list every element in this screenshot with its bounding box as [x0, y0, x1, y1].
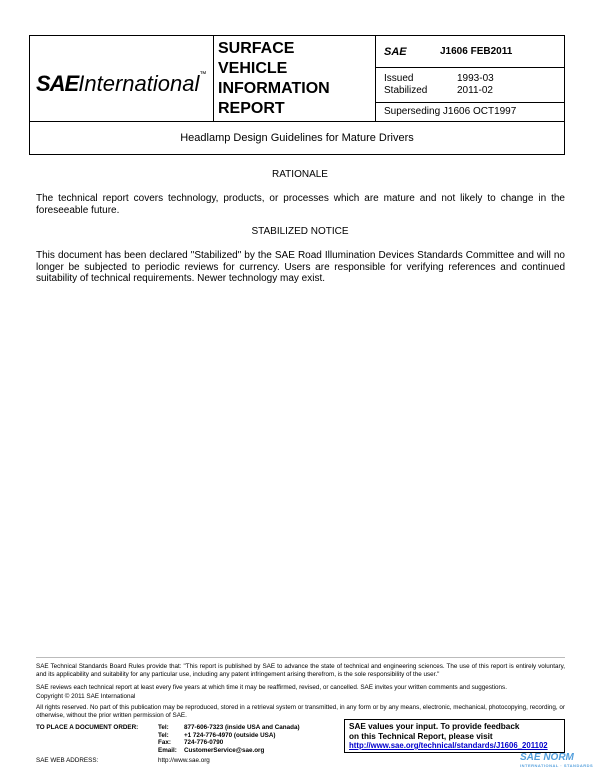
sae-international-logo: SAEInternational™: [36, 71, 207, 96]
feedback-link[interactable]: http://www.sae.org/technical/standards/J1606_201102: [349, 741, 548, 750]
fax-number: 724-776-0790: [184, 739, 224, 747]
web-address-label: SAE WEB ADDRESS:: [36, 757, 99, 764]
header-divider: [213, 35, 214, 122]
header-divider: [375, 102, 565, 103]
copyright-text: Copyright © 2011 SAE International: [36, 693, 136, 700]
superseding-note: Superseding J1606 OCT1997: [384, 106, 517, 117]
web-address-link[interactable]: http://www.sae.org: [158, 757, 210, 764]
review-text: SAE reviews each technical report at least every five years at which time it may be reaffirmed, revised, or cancelled. SAE invites your written comments and suggestions.: [36, 684, 507, 691]
contact-label: Fax:: [158, 739, 171, 747]
stabilized-notice-heading: STABILIZED NOTICE: [251, 226, 349, 237]
report-type-line: REPORT: [218, 100, 285, 117]
document-title: Headlamp Design Guidelines for Mature Drivers: [180, 132, 414, 144]
stabilized-date: 2011-02: [457, 85, 493, 96]
phone-number: +1 724-776-4970 (outside USA): [184, 731, 276, 739]
contact-label: Tel:: [158, 724, 169, 731]
issued-label: Issued: [384, 73, 414, 84]
report-type-line: INFORMATION: [218, 80, 330, 97]
rationale-heading: RATIONALE: [272, 169, 328, 180]
contact-label: Tel:: [158, 731, 169, 739]
contact-label: Email:: [158, 746, 177, 754]
feedback-box: [344, 719, 565, 753]
report-type-line: SURFACE: [218, 40, 295, 57]
feedback-text: SAE values your input. To provide feedback: [349, 722, 520, 731]
issued-date: 1993-03: [457, 73, 494, 84]
header-divider: [375, 67, 565, 68]
phone-number: 877-606-7323 (inside USA and Canada): [184, 724, 300, 731]
document-number: J1606 FEB2011: [440, 46, 513, 57]
footer-rule: [36, 657, 565, 658]
board-rules-text: SAE Technical Standards Board Rules provide that: "This report is published by SAE to advance the state of technical and engineering sciences. The use of this report is entirely voluntary, and its applicability and suitability for any particular use, including any patent infringement arising therefrom, is the sole responsibility of the user.": [36, 663, 565, 678]
stabilized-notice-text: This document has been declared "Stabilized" by the SAE Road Illumination Devices Standards Committee and will no longer be subjected to periodic reviews for currency. Users are responsible for verifying references and continued suitability of technical requirements. Newer technology may exist.: [36, 250, 565, 285]
report-type: [218, 39, 373, 119]
feedback-text: on this Technical Report, please visit: [349, 731, 493, 741]
watermark-logo: SAE NORM INTERNATIONAL · STANDARDS: [520, 752, 594, 768]
report-type-line: VEHICLE: [218, 60, 288, 77]
order-contacts: [158, 724, 343, 754]
rationale-text: The technical report covers technology, products, or processes which are mature and not likely to change in the foreseeable future.: [36, 193, 565, 216]
email-address: CustomerService@sae.org: [184, 746, 265, 754]
header-divider: [375, 35, 376, 122]
rights-text: All rights reserved. No part of this publication may be reproduced, stored in a retrieval system or transmitted, in any form or by any means, electronic, mechanical, photocopying, recording, or otherwise, without the prior written permission of SAE.: [36, 704, 565, 719]
stabilized-label: Stabilized: [384, 85, 428, 96]
sae-mark: SAE: [384, 46, 407, 58]
order-label: TO PLACE A DOCUMENT ORDER:: [36, 724, 139, 731]
